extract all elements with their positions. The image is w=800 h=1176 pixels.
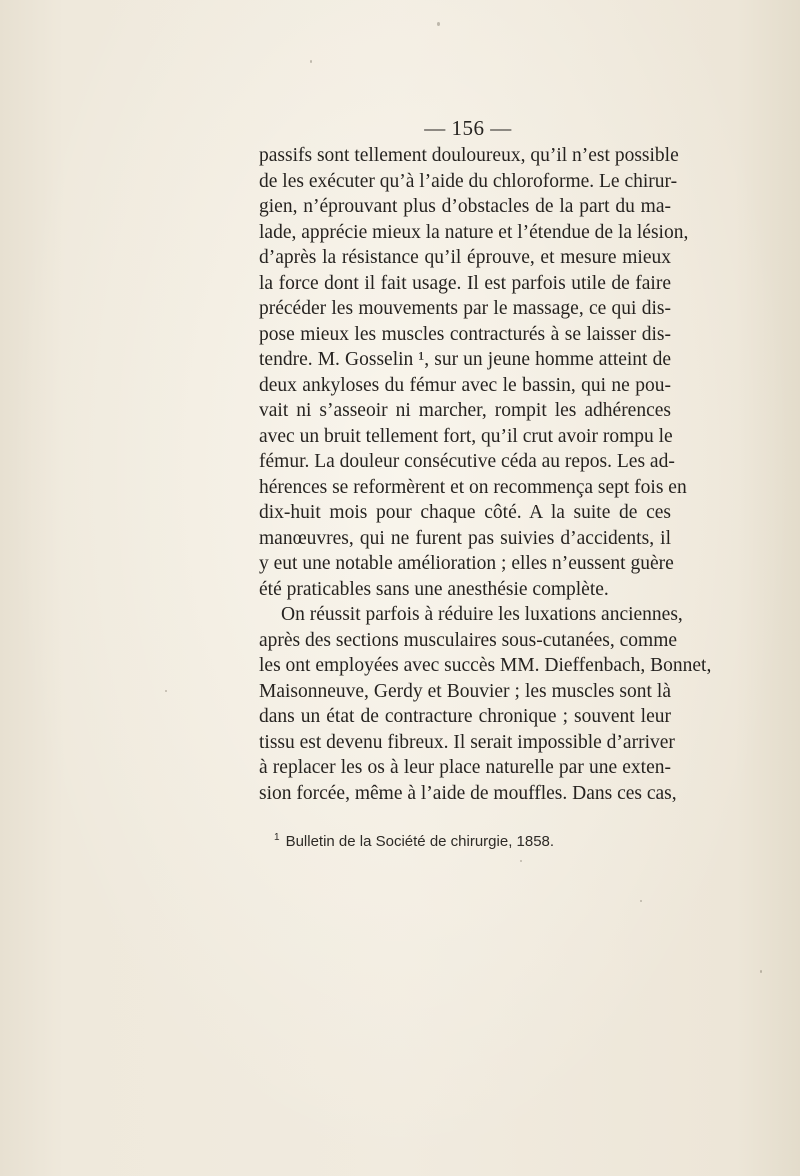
text-line: sion forcée, même à l’aide de mouffles. Dans ces cas, <box>259 782 677 804</box>
text-line: hérences se reformèrent et on recommença sept fois en <box>259 476 687 498</box>
text-line: tissu est devenu fibreux. Il serait impossible d’arriver <box>259 731 675 753</box>
paper-speck <box>437 22 440 26</box>
footnote <box>274 828 554 852</box>
text-line: d’après la résistance qu’il éprouve, et mesure mieux <box>259 247 671 268</box>
paper-speck <box>760 970 762 973</box>
text-line: gien, n’éprouvant plus d’obstacles de la part du ma- <box>259 196 671 217</box>
text-line: dans un état de contracture chronique ; souvent leur <box>259 706 671 727</box>
text-line: deux ankyloses du fémur avec le bassin, qui ne pou- <box>259 374 671 396</box>
paragraph <box>259 143 689 602</box>
text-line: manœuvres, qui ne furent pas suivies d’accidents, il <box>259 527 671 549</box>
text-line: après des sections musculaires sous-cutanées, comme <box>259 629 678 651</box>
text-line: pose mieux les muscles contracturés à se laisser dis- <box>259 323 671 345</box>
text-line: y eut une notable amélioration ; elles n’eussent guère <box>259 553 674 574</box>
text-line: à replacer les os à leur place naturelle par une exten- <box>259 757 671 778</box>
page-number: — 156 — <box>424 116 512 140</box>
text-line: fémur. La douleur consécutive céda au repos. Les ad- <box>259 451 675 472</box>
paragraph <box>259 602 712 806</box>
text-line: précéder les mouvements par le massage, ce qui dis- <box>259 298 671 319</box>
footnote-text: Bulletin de la Société de chirurgie, 1858. <box>285 833 555 850</box>
paper-speck <box>520 860 522 862</box>
text-line: les ont employées avec succès MM. Dieffenbach, Bonnet, <box>259 655 712 676</box>
body-text <box>259 143 712 806</box>
text-line: de les exécuter qu’à l’aide du chloroforme. Le chirur- <box>259 170 678 192</box>
text-line: la force dont il fait usage. Il est parfois utile de faire <box>259 272 671 294</box>
text-line: dix-huit mois pour chaque côté. A la suite de ces <box>259 502 671 523</box>
text-line: vait ni s’asseoir ni marcher, rompit les adhérences <box>259 400 671 421</box>
text-line: avec un bruit tellement fort, qu’il crut avoir rompu le <box>259 425 673 447</box>
footnote-mark: 1 <box>274 832 280 843</box>
text-line: lade, apprécie mieux la nature et l’étendue de la lésion, <box>259 221 689 243</box>
paper-speck <box>640 900 642 902</box>
text-line: passifs sont tellement douloureux, qu’il n’est possible <box>259 145 679 166</box>
paper-speck <box>310 60 312 63</box>
paper-speck <box>165 690 167 692</box>
text-line: Maisonneuve, Gerdy et Bouvier ; les muscles sont là <box>259 680 671 702</box>
text-line: On réussit parfois à réduire les luxations anciennes, <box>281 604 683 625</box>
text-line: été praticables sans une anesthésie complète. <box>259 578 609 600</box>
text-line: tendre. M. Gosselin ¹, sur un jeune homme atteint de <box>259 349 671 370</box>
